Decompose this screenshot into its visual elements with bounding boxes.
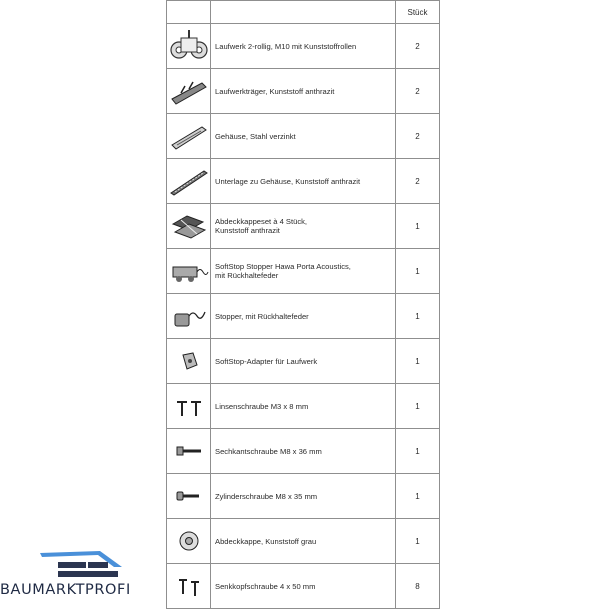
logo-block-icon	[58, 571, 118, 577]
table-row	[167, 249, 440, 294]
logo-block-icon	[58, 562, 86, 568]
part-description-line: Linsenschraube M3 x 8 mm	[215, 401, 309, 411]
part-quantity: 8	[396, 564, 440, 609]
roller-carriage-icon	[167, 28, 210, 64]
table-row	[167, 294, 440, 339]
part-description	[211, 339, 396, 384]
part-description	[211, 519, 396, 564]
part-description	[211, 564, 396, 609]
part-quantity: 1	[396, 339, 440, 384]
part-image-cell	[167, 69, 211, 114]
header-image-cell	[167, 1, 211, 24]
table-row	[167, 519, 440, 564]
part-quantity: 1	[396, 249, 440, 294]
table-row	[167, 69, 440, 114]
part-quantity: 2	[396, 69, 440, 114]
part-quantity: 1	[396, 519, 440, 564]
countersunk-screw-icon	[167, 568, 210, 604]
stopper-spring-icon	[167, 298, 210, 334]
part-quantity: 1	[396, 294, 440, 339]
table-row	[167, 159, 440, 204]
part-description	[211, 159, 396, 204]
part-image-cell	[167, 24, 211, 69]
part-description-line: SoftStop Stopper Hawa Porta Acoustics,	[215, 262, 351, 271]
softstop-adapter-icon	[167, 343, 210, 379]
part-quantity: 2	[396, 24, 440, 69]
table-row	[167, 339, 440, 384]
part-image-cell	[167, 204, 211, 249]
part-image-cell	[167, 429, 211, 474]
table-header-row	[167, 1, 440, 24]
part-quantity: 1	[396, 474, 440, 519]
pan-head-screw-icon	[167, 388, 210, 424]
softstop-stopper-icon	[167, 253, 210, 289]
part-image-cell	[167, 114, 211, 159]
logo-wordmark: BAUMARKTPROFI	[0, 582, 131, 598]
header-qty-label: Stück	[396, 1, 440, 24]
housing-base-icon	[167, 163, 210, 199]
part-description	[211, 294, 396, 339]
cover-cap-set-icon	[167, 208, 210, 244]
part-image-cell	[167, 294, 211, 339]
part-description-line: Laufwerk 2-rollig, M10 mit Kunststoffrollen	[215, 41, 357, 51]
part-image-cell	[167, 159, 211, 204]
part-description-line: Sechkantschraube M8 x 36 mm	[215, 446, 322, 456]
part-description-line: Unterlage zu Gehäuse, Kunststoff anthrazit	[215, 176, 361, 186]
part-description	[211, 114, 396, 159]
part-quantity: 2	[396, 114, 440, 159]
part-description-line: Senkkopfschraube 4 x 50 mm	[215, 581, 316, 591]
table-row	[167, 429, 440, 474]
part-description-line: Gehäuse, Stahl verzinkt	[215, 131, 296, 141]
table-row	[167, 24, 440, 69]
housing-icon	[167, 118, 210, 154]
part-image-cell	[167, 249, 211, 294]
table-row	[167, 114, 440, 159]
hex-bolt-icon	[167, 433, 210, 469]
part-description	[211, 249, 396, 294]
part-image-cell	[167, 384, 211, 429]
part-quantity: 1	[396, 429, 440, 474]
parts-table	[166, 0, 440, 609]
part-quantity: 2	[396, 159, 440, 204]
part-image-cell	[167, 474, 211, 519]
part-description	[211, 384, 396, 429]
part-description-line: Abdeckkappeset à 4 Stück,	[215, 217, 308, 226]
part-description	[211, 204, 396, 249]
part-description	[211, 24, 396, 69]
part-image-cell	[167, 339, 211, 384]
header-description-cell	[211, 1, 396, 24]
part-image-cell	[167, 564, 211, 609]
carriage-carrier-icon	[167, 73, 210, 109]
part-description-line: Laufwerkträger, Kunststoff anthrazit	[215, 86, 335, 96]
part-description	[211, 429, 396, 474]
cylinder-screw-icon	[167, 478, 210, 514]
part-quantity: 1	[396, 384, 440, 429]
part-description-line: SoftStop-Adapter für Laufwerk	[215, 356, 318, 366]
table-row	[167, 474, 440, 519]
part-image-cell	[167, 519, 211, 564]
cover-cap-grey-icon	[167, 523, 210, 559]
part-description-line: Kunststoff anthrazit	[215, 226, 280, 235]
part-description-line: Zylinderschraube M8 x 35 mm	[215, 491, 318, 501]
table-row	[167, 384, 440, 429]
table-row	[167, 204, 440, 249]
part-description	[211, 474, 396, 519]
part-description-line: Stopper, mit Rückhaltefeder	[215, 311, 309, 321]
part-quantity: 1	[396, 204, 440, 249]
logo-block-icon	[88, 562, 108, 568]
part-description-line: mit Rückhaltefeder	[215, 271, 279, 280]
part-description	[211, 69, 396, 114]
table-row	[167, 564, 440, 609]
part-description-line: Abdeckkappe, Kunststoff grau	[215, 536, 317, 546]
